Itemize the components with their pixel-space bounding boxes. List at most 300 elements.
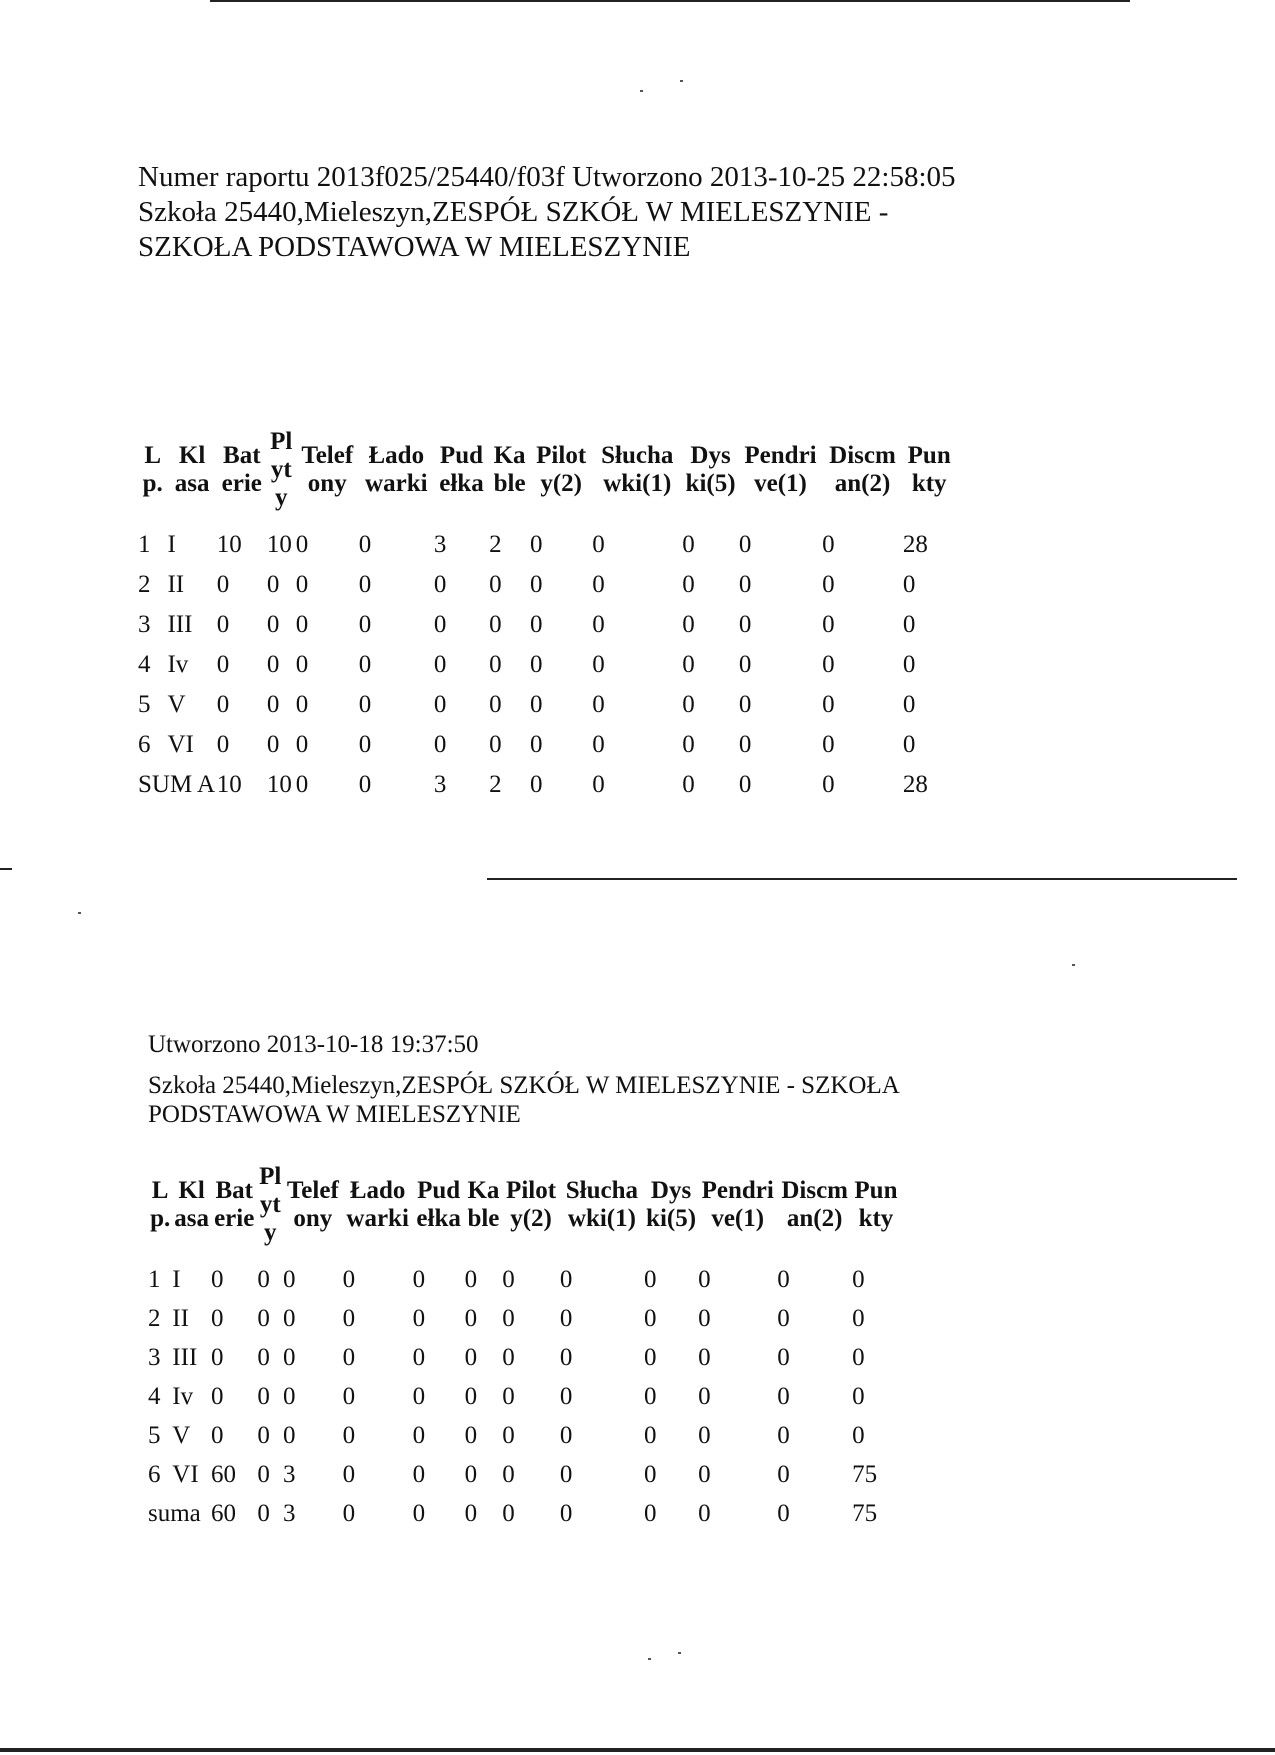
column-header-part: ve(1) <box>754 470 807 497</box>
column-header-part: ble <box>467 1205 500 1232</box>
column-header-part: Łado <box>349 1177 406 1204</box>
column-header-part: Discm <box>829 442 896 469</box>
table-cell: 1 <box>148 1265 161 1293</box>
column-header-part: p. <box>142 470 163 497</box>
column-header <box>903 415 956 525</box>
results-table <box>148 1150 900 1533</box>
sum-cell: 0 <box>559 1499 573 1527</box>
table-cell: 5 <box>138 691 151 718</box>
column-header-part: Bat <box>215 1177 253 1204</box>
table-cell: 0 <box>852 1421 865 1449</box>
column-header-part: wki(1) <box>567 1205 636 1232</box>
table-cell: 0 <box>502 1343 515 1371</box>
table-row <box>148 1260 900 1299</box>
table-cell: 0 <box>342 1460 356 1488</box>
sum-cell: 28 <box>902 771 928 798</box>
table-cell: 0 <box>216 731 230 758</box>
report-number-line: Numer raportu 2013f025/25440/f03f Utworzono 2013-10-25 22:58:05 <box>138 161 956 193</box>
table-cell: 0 <box>210 1382 224 1410</box>
column-header-part: asa <box>174 1205 209 1232</box>
table-row <box>138 525 956 565</box>
report-2 <box>148 1030 900 1527</box>
column-header-part: p. <box>150 1205 171 1232</box>
table-cell: 0 <box>216 651 230 678</box>
column-header <box>489 415 530 525</box>
table-cell: 0 <box>433 731 447 758</box>
table-cell: 0 <box>777 1460 790 1488</box>
column-header <box>560 1150 644 1260</box>
table-cell: 0 <box>559 1304 573 1332</box>
scan-speck <box>1072 964 1075 966</box>
column-header <box>413 1150 465 1260</box>
column-header <box>822 415 903 525</box>
table-cell: 0 <box>342 1382 356 1410</box>
table-cell: 0 <box>489 691 502 718</box>
table-cell: 0 <box>592 531 605 558</box>
column-header-part: L <box>144 442 162 469</box>
table-cell: II <box>167 571 185 598</box>
table-cell: 0 <box>464 1304 478 1332</box>
column-header-part: warki <box>346 1205 409 1232</box>
sum-cell: 3 <box>283 1499 296 1527</box>
table-cell: 0 <box>412 1265 426 1293</box>
scan-speck <box>78 912 81 914</box>
table-row <box>148 1416 900 1455</box>
table-cell: 0 <box>266 611 280 638</box>
column-header-part: Pl <box>259 1163 282 1190</box>
column-header-part: Słucha <box>601 442 674 469</box>
table-cell: 0 <box>216 611 230 638</box>
table-cell: 0 <box>489 611 502 638</box>
column-header <box>343 1150 413 1260</box>
column-header-part: warki <box>365 470 428 497</box>
table-cell: 0 <box>559 1382 573 1410</box>
column-header-part: Łado <box>368 442 425 469</box>
table-cell: II <box>172 1304 189 1332</box>
table-cell: III <box>172 1343 198 1371</box>
sum-cell: 0 <box>777 1499 790 1527</box>
column-header <box>465 1150 503 1260</box>
table-cell: 0 <box>358 731 372 758</box>
table-cell: 0 <box>530 651 543 678</box>
table-cell: 0 <box>283 1304 296 1332</box>
table-cell: 0 <box>358 531 372 558</box>
column-header <box>592 415 682 525</box>
table-row <box>148 1377 900 1416</box>
table-cell: 0 <box>822 571 835 598</box>
table-cell: 0 <box>559 1460 573 1488</box>
sum-cell: 0 <box>738 771 752 798</box>
table-cell: 0 <box>266 571 280 598</box>
school-line: Szkoła 25440,Mieleszyn,ZESPÓŁ SZKÓŁ W MIELESZYNIE - <box>138 196 889 228</box>
column-header-part: ble <box>493 470 526 497</box>
table-cell: 0 <box>777 1343 790 1371</box>
table-cell: 0 <box>295 691 309 718</box>
column-header-part: L <box>151 1177 169 1204</box>
table-cell: 1 <box>138 531 151 558</box>
table-cell: 0 <box>412 1460 426 1488</box>
column-header-part: Słucha <box>565 1177 639 1204</box>
table-cell: 2 <box>138 571 151 598</box>
column-header <box>739 415 822 525</box>
column-header-part: ełka <box>439 470 484 497</box>
column-header-part: Telef <box>286 1177 339 1204</box>
table-cell: 0 <box>530 611 543 638</box>
sum-cell: 0 <box>643 1499 657 1527</box>
sum-label: suma <box>148 1499 201 1527</box>
column-header-part: Pun <box>854 1177 898 1204</box>
table-cell: 0 <box>412 1304 426 1332</box>
table-cell: 0 <box>412 1421 426 1449</box>
column-header <box>296 415 359 525</box>
table-cell: 3 <box>148 1343 161 1371</box>
column-header <box>267 415 296 525</box>
column-header-part: Bat <box>223 442 261 469</box>
table-cell: 0 <box>266 731 280 758</box>
table-cell: 0 <box>530 731 543 758</box>
table-cell: 0 <box>852 1382 865 1410</box>
column-header-part: ki(5) <box>685 470 736 497</box>
table-cell: 0 <box>295 651 309 678</box>
table-cell: 0 <box>257 1265 270 1293</box>
table-cell: V <box>167 691 186 718</box>
sum-cell: 60 <box>210 1499 236 1527</box>
column-header-part: Discm <box>781 1177 849 1204</box>
table-cell: 0 <box>643 1421 657 1449</box>
column-header <box>530 415 592 525</box>
table-cell: 0 <box>822 651 835 678</box>
column-header <box>172 1150 211 1260</box>
sum-cell: 2 <box>489 771 502 798</box>
table-cell: 0 <box>643 1382 657 1410</box>
table-cell: 0 <box>643 1460 657 1488</box>
table-cell: 0 <box>502 1460 515 1488</box>
table-cell: 0 <box>433 651 447 678</box>
table-cell: 0 <box>852 1265 865 1293</box>
table-cell: 0 <box>777 1265 790 1293</box>
school-line-continued: PODSTAWOWA W MIELESZYNIE <box>148 1101 521 1128</box>
table-cell: 0 <box>342 1343 356 1371</box>
column-header <box>217 415 267 525</box>
sum-cell: 10 <box>266 771 292 798</box>
sum-row <box>138 765 956 805</box>
table-cell: 0 <box>210 1343 224 1371</box>
table-cell: 0 <box>283 1421 296 1449</box>
table-cell: 0 <box>502 1382 515 1410</box>
table-cell: 0 <box>464 1343 478 1371</box>
table-cell: 0 <box>283 1382 296 1410</box>
table-cell: 0 <box>358 691 372 718</box>
school-line: Szkoła 25440,Mieleszyn,ZESPÓŁ SZKÓŁ W MIELESZYNIE - SZKOŁA <box>148 1072 900 1099</box>
table-row <box>138 565 956 605</box>
table-cell: 0 <box>777 1304 790 1332</box>
table-cell: 0 <box>777 1421 790 1449</box>
table-cell: 0 <box>592 691 605 718</box>
table-cell: 0 <box>822 531 835 558</box>
table-cell: 0 <box>530 571 543 598</box>
table-cell: 0 <box>559 1343 573 1371</box>
sum-label: SUM A <box>138 771 216 798</box>
table-cell: 0 <box>464 1421 478 1449</box>
column-header <box>211 1150 257 1260</box>
table-cell: 0 <box>295 731 309 758</box>
report-1 <box>138 160 956 798</box>
table-cell: 0 <box>464 1460 478 1488</box>
table-cell: 0 <box>559 1421 573 1449</box>
table-cell: 0 <box>738 651 752 678</box>
column-header-part: Ka <box>493 442 526 469</box>
table-cell: 6 <box>138 731 151 758</box>
table-cell: Iv <box>172 1382 194 1410</box>
table-cell: 0 <box>358 571 372 598</box>
table-cell: 0 <box>698 1382 711 1410</box>
table-cell: 2 <box>489 531 502 558</box>
table-row <box>138 605 956 645</box>
column-header <box>502 1150 560 1260</box>
column-header-part: Pendri <box>744 442 817 469</box>
column-header-part: y(2) <box>510 1205 552 1232</box>
column-header-part: yt <box>270 456 292 483</box>
table-cell: 28 <box>902 531 928 558</box>
sum-cell: 0 <box>822 771 835 798</box>
sum-cell: 75 <box>852 1499 878 1527</box>
sum-cell: 0 <box>530 771 543 798</box>
column-header-part: y(2) <box>540 470 582 497</box>
column-header-part: y <box>263 1219 277 1246</box>
table-cell: 0 <box>592 651 605 678</box>
left-mid-rule <box>0 868 12 870</box>
table-cell: 0 <box>489 571 502 598</box>
column-header <box>283 1150 343 1260</box>
table-cell: 0 <box>592 611 605 638</box>
table-cell: 0 <box>266 691 280 718</box>
table-cell: 0 <box>902 731 916 758</box>
table-cell: 75 <box>852 1460 878 1488</box>
table-cell: 0 <box>412 1343 426 1371</box>
table-cell: 6 <box>148 1460 161 1488</box>
column-header <box>682 415 739 525</box>
sum-cell: 0 <box>464 1499 478 1527</box>
sum-cell: 0 <box>682 771 695 798</box>
table-cell: 0 <box>682 731 695 758</box>
column-header-part: Pilot <box>536 442 587 469</box>
column-header-part: ve(1) <box>711 1205 765 1232</box>
column-header <box>359 415 434 525</box>
column-header-part: asa <box>174 470 210 497</box>
column-header <box>698 1150 777 1260</box>
table-row <box>138 645 956 685</box>
table-cell: 0 <box>295 531 309 558</box>
sum-cell: 10 <box>216 771 242 798</box>
table-cell: 0 <box>902 691 916 718</box>
table-cell: 60 <box>210 1460 236 1488</box>
table-cell: 0 <box>698 1265 711 1293</box>
table-cell: 0 <box>257 1382 270 1410</box>
column-header-part: wki(1) <box>603 470 672 497</box>
sum-cell: 0 <box>358 771 372 798</box>
column-header-part: Pl <box>270 428 293 455</box>
table-cell: 4 <box>148 1382 161 1410</box>
table-cell: 0 <box>738 731 752 758</box>
table-cell: 0 <box>822 691 835 718</box>
column-header <box>257 1150 283 1260</box>
column-header-part: erie <box>221 470 262 497</box>
table-cell: 0 <box>412 1382 426 1410</box>
column-header-part: Dys <box>650 1177 692 1204</box>
table-cell: 0 <box>698 1460 711 1488</box>
table-cell: 0 <box>295 611 309 638</box>
table-cell: III <box>167 611 193 638</box>
column-header-part: Dys <box>690 442 731 469</box>
table-row <box>138 685 956 725</box>
table-cell: 0 <box>643 1304 657 1332</box>
table-cell: 0 <box>559 1265 573 1293</box>
column-header <box>777 1150 852 1260</box>
column-header <box>434 415 489 525</box>
table-cell: 0 <box>502 1265 515 1293</box>
table-cell: 0 <box>464 1382 478 1410</box>
table-cell: 0 <box>822 611 835 638</box>
table-cell: 0 <box>257 1421 270 1449</box>
table-cell: 0 <box>738 571 752 598</box>
column-header-part: an(2) <box>786 1205 843 1232</box>
table-cell: 0 <box>342 1421 356 1449</box>
table-cell: 0 <box>698 1421 711 1449</box>
table-cell: 10 <box>216 531 242 558</box>
column-header-part: Pud <box>417 1177 461 1204</box>
table-cell: 0 <box>283 1265 296 1293</box>
table-cell: 0 <box>852 1304 865 1332</box>
table-cell: I <box>172 1265 181 1293</box>
table-cell: 0 <box>852 1343 865 1371</box>
sum-cell: 0 <box>698 1499 711 1527</box>
table-cell: 0 <box>682 571 695 598</box>
table-cell: 0 <box>257 1343 270 1371</box>
table-cell: 0 <box>738 691 752 718</box>
table-cell: 0 <box>433 611 447 638</box>
table-cell: 0 <box>682 531 695 558</box>
column-header-part: y <box>275 484 288 511</box>
sum-cell: 0 <box>502 1499 515 1527</box>
school-line-continued: SZKOŁA PODSTAWOWA W MIELESZYNIE <box>138 231 691 263</box>
table-cell: 3 <box>283 1460 296 1488</box>
table-cell: 0 <box>592 731 605 758</box>
table-cell: 0 <box>283 1343 296 1371</box>
scan-speck <box>678 1652 681 1654</box>
table-cell: 0 <box>682 691 695 718</box>
table-cell: 0 <box>358 651 372 678</box>
table-header-row <box>138 415 956 525</box>
column-header-part: ki(5) <box>646 1205 697 1232</box>
sum-cell: 0 <box>412 1499 426 1527</box>
table-cell: 0 <box>257 1460 270 1488</box>
column-header-part: ony <box>293 1205 333 1232</box>
table-cell: 3 <box>433 531 447 558</box>
sum-cell: 0 <box>592 771 605 798</box>
table-row <box>148 1338 900 1377</box>
sum-row <box>148 1494 900 1533</box>
created-timestamp: Utworzono 2013-10-18 19:37:50 <box>148 1031 479 1058</box>
table-cell: 3 <box>138 611 151 638</box>
table-cell: 0 <box>342 1304 356 1332</box>
table-cell: 2 <box>148 1304 161 1332</box>
table-cell: VI <box>167 731 194 758</box>
table-cell: I <box>167 531 176 558</box>
table-cell: 5 <box>148 1421 161 1449</box>
table-cell: 0 <box>698 1304 711 1332</box>
table-cell: 0 <box>902 651 916 678</box>
sum-cell: 3 <box>433 771 447 798</box>
column-header-part: an(2) <box>834 470 891 497</box>
table-cell: 10 <box>266 531 292 558</box>
scan-speck <box>680 80 683 82</box>
table-cell: 0 <box>266 651 280 678</box>
top-scan-rule <box>210 0 1130 2</box>
table-cell: 0 <box>210 1265 224 1293</box>
table-cell: 4 <box>138 651 151 678</box>
column-header-part: Telef <box>301 442 354 469</box>
column-header-part: ełka <box>416 1205 461 1232</box>
column-header-part: Pendri <box>701 1177 774 1204</box>
column-header <box>644 1150 698 1260</box>
table-cell: 0 <box>210 1421 224 1449</box>
table-cell: 0 <box>738 611 752 638</box>
table-cell: 0 <box>682 611 695 638</box>
table-cell: 0 <box>698 1343 711 1371</box>
table-cell: 0 <box>489 731 502 758</box>
table-row <box>148 1299 900 1338</box>
table-cell: 0 <box>210 1304 224 1332</box>
results-table <box>138 415 956 805</box>
table-cell: 0 <box>738 531 752 558</box>
column-header-part: ony <box>307 470 347 497</box>
column-header-part: kty <box>911 470 947 497</box>
table-cell: 0 <box>502 1304 515 1332</box>
column-header-part: Kl <box>178 1177 205 1204</box>
table-cell: 0 <box>643 1343 657 1371</box>
table-cell: 0 <box>433 691 447 718</box>
table-cell: 0 <box>433 571 447 598</box>
table-cell: 0 <box>777 1382 790 1410</box>
table-row <box>138 725 956 765</box>
scan-speck <box>640 90 643 92</box>
table-cell: 0 <box>530 691 543 718</box>
table-cell: 0 <box>643 1265 657 1293</box>
table-cell: 0 <box>682 651 695 678</box>
column-header <box>167 415 216 525</box>
column-header <box>148 1150 172 1260</box>
table-cell: 0 <box>464 1265 478 1293</box>
table-cell: 0 <box>592 571 605 598</box>
column-header-part: Ka <box>467 1177 500 1204</box>
column-header-part: Kl <box>178 442 206 469</box>
column-header-part: yt <box>259 1191 281 1218</box>
table-cell: 0 <box>489 651 502 678</box>
table-cell: 0 <box>902 571 916 598</box>
column-header-part: Pun <box>907 442 951 469</box>
column-header-part: Pud <box>439 442 484 469</box>
sum-cell: 0 <box>342 1499 356 1527</box>
sum-cell: 0 <box>295 771 309 798</box>
column-header-part: Pilot <box>506 1177 557 1204</box>
scan-speck <box>648 1658 651 1660</box>
table-cell: 0 <box>822 731 835 758</box>
table-cell: 0 <box>902 611 916 638</box>
table-cell: 0 <box>342 1265 356 1293</box>
table-cell: 0 <box>216 691 230 718</box>
table-cell: Iv <box>167 651 189 678</box>
table-cell: 0 <box>216 571 230 598</box>
